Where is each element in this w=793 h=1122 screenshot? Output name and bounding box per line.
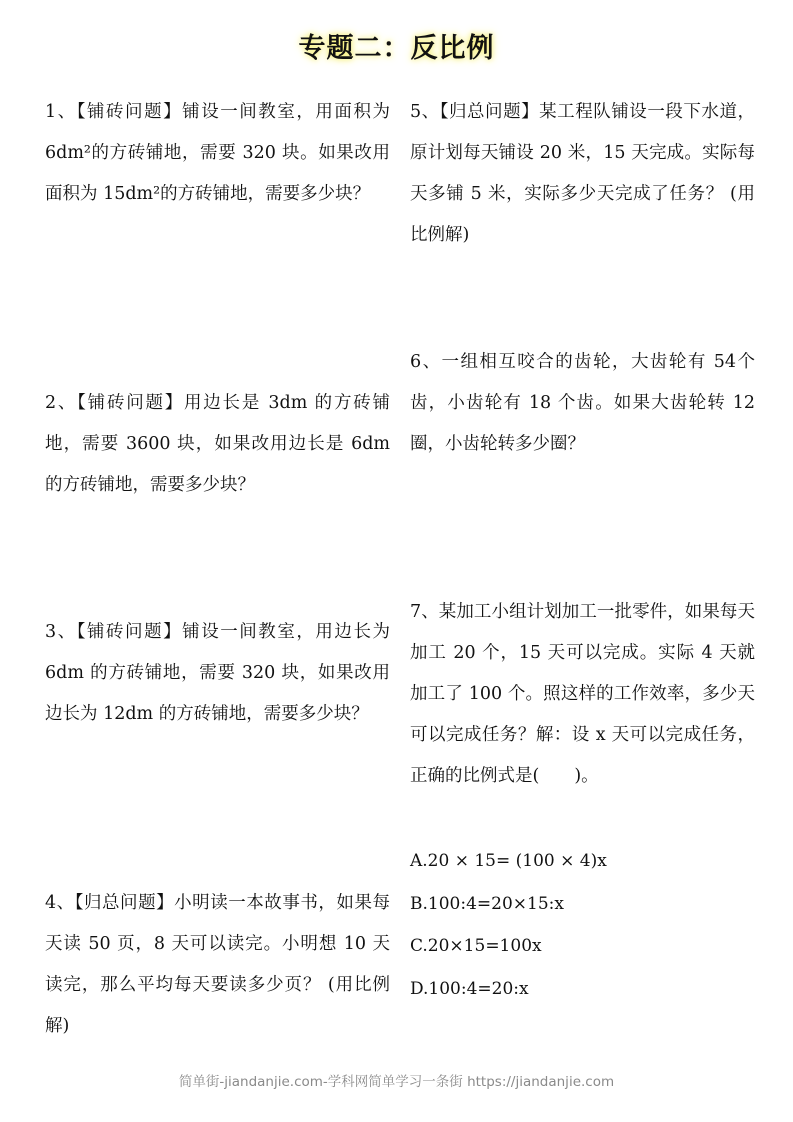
problem-2: 2、【铺砖问题】用边长是 3dm 的方砖铺地，需要 3600 块，如果改用边长是 6dm的方砖铺地，需要多少块？	[45, 393, 390, 495]
option-a: A.20 × 15= (100 × 4)x	[410, 851, 607, 871]
page-title	[0, 26, 793, 65]
problem-6: 6、一组相互咬合的齿轮，大齿轮有 54个齿，小齿轮有 18 个齿。如果大齿轮转 12 圈，小齿轮转多少圈？	[410, 352, 755, 454]
option-b: B.100:4=20×15:x	[410, 893, 564, 914]
problem-5: 5、【归总问题】某工程队铺设一段下水道，原计划每天铺设 20 米，15 天完成。实际每天多铺 5 米，实际多少天完成了任务？ (用比例解)	[410, 102, 755, 245]
footer-watermark: 简单街-jiandanjie.com-学科网简单学习一条街 https://jiandanjie.com	[178, 1074, 615, 1090]
option-d: D.100:4=20:x	[410, 978, 529, 999]
problem-1: 1、【铺砖问题】铺设一间教室，用面积为 6dm²的方砖铺地，需要 320 块。如果改用面积为 15dm²的方砖铺地，需要多少块？	[45, 102, 390, 204]
problem-4: 4、【归总问题】小明读一本故事书，如果每天读 50 页，8 天可以读完。小明想 10 天读完，那么平均每天要读多少页？ (用比例解)	[45, 893, 390, 1036]
problem-7-options	[410, 840, 755, 1010]
problem-7: 7、某加工小组计划加工一批零件，如果每天加工 20 个，15 天可以完成。实际 4 天就加工了 100 个。照这样的工作效率，多少天可以完成任务？解：设 x 天可以完成任务，正确的比例式是( )。	[410, 602, 755, 786]
option-c: C.20×15=100x	[410, 936, 542, 956]
page-title-text: 专题二：反比例	[298, 33, 495, 64]
problem-3: 3、【铺砖问题】铺设一间教室，用边长为 6dm 的方砖铺地，需要 320 块，如果改用边长为 12dm 的方砖铺地，需要多少块？	[45, 622, 390, 724]
